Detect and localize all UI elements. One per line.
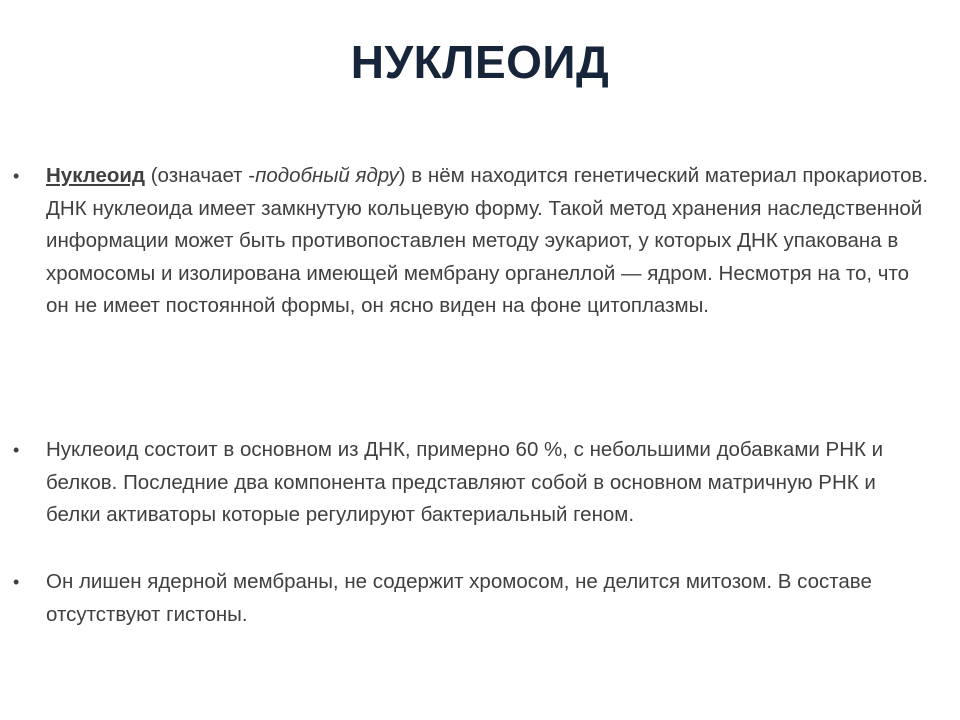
bullet-text-part: ) в нём находится генетический материал прокариотов. ДНК нуклеоида имеет замкнутую кольцевую форму. Такой метод хранения наследственной информации может быть противопоставлен методу эукариот, у которых ДНК упакована в хромосомы и изолирована имеющей мембрану органеллой — ядром. Несмотря на то, что он не имеет постоянной формы, он ясно виден на фоне цитоплазмы. [46, 164, 929, 318]
bullet-item-composition [13, 434, 936, 532]
bullet-text: Он лишен ядерной мембраны, не содержит хромосом, не делится митозом. В составе отсутствуют гистоны. [46, 570, 872, 626]
bullet-item-membrane [13, 566, 936, 631]
bullet-text-italic: подобный ядру [255, 164, 399, 187]
bullet-text-part: (означает - [145, 164, 256, 187]
term-nucleoid: Нуклеоид [46, 164, 146, 187]
bullet-text: Нуклеоид состоит в основном из ДНК, примерно 60 %, с небольшими добавками РНК и белков. Последние два компонента представляют собой в основном матричную РНК и белки активаторы которые регулируют бактериальный геном. [46, 438, 884, 527]
bullet-item-nucleoid-definition [13, 160, 936, 323]
bullet-dot-icon: • [13, 440, 20, 460]
bullet-dot-icon: • [13, 572, 20, 592]
bullet-dot-icon: • [13, 166, 20, 186]
slide-title: НУКЛЕОИД [350, 36, 610, 88]
